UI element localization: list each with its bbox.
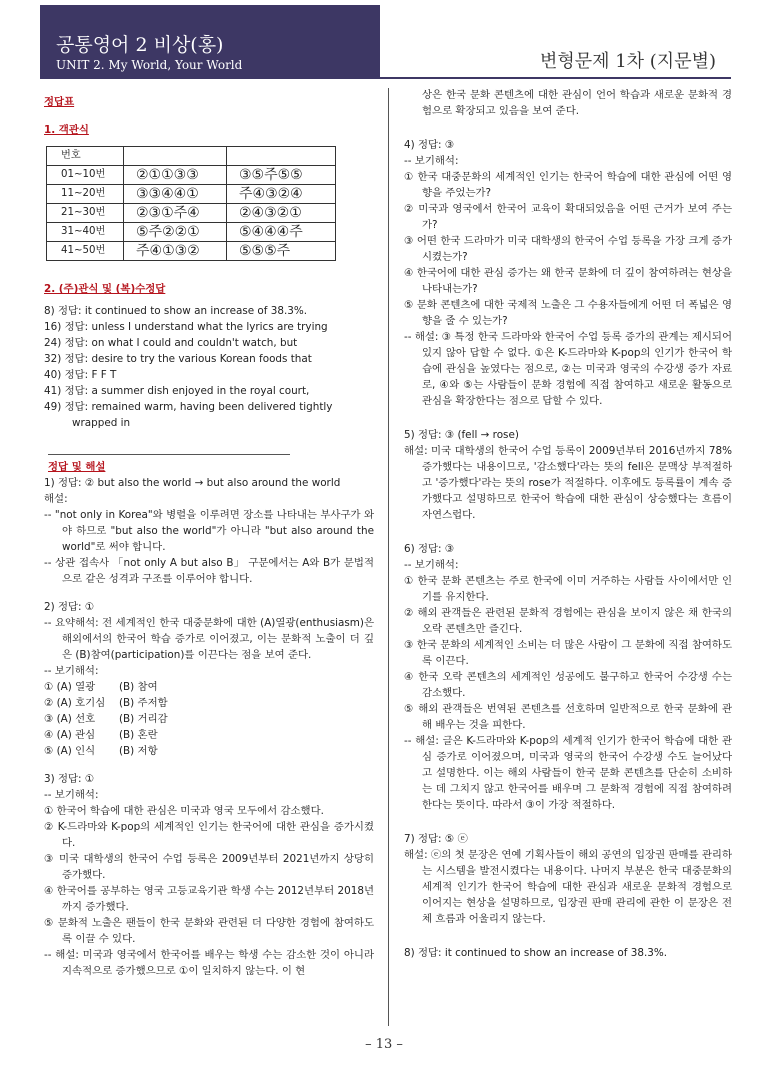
answer-cell: ⑤주②②① (124, 223, 227, 242)
subjective-answer: 49) 정답: remained warm, having been delivered tightly wrapped in (44, 401, 333, 429)
option-line: ① 한국 대중문화의 세계적인 인기는 한국어 학습에 대한 관심에 어떤 영향을 주었는가? (404, 171, 732, 199)
option-row (44, 695, 374, 711)
header-rule (40, 77, 731, 79)
option-line: ⑤ 문화 콘텐츠에 대한 국제적 노출은 그 수용자들에게 어떤 더 폭넓은 영향을 줄 수 있는가? (404, 299, 732, 327)
options-label: -- 보기해석: (404, 155, 459, 167)
table-cell (227, 147, 336, 166)
options-label: -- 보기해석: (44, 789, 99, 801)
options-label: -- 보기해석: (44, 665, 99, 677)
unit-title: UNIT 2. My World, Your World (56, 58, 243, 72)
row-label: 01~10번 (47, 166, 124, 185)
explanations-heading: 정답 및 해설 (48, 461, 106, 473)
column-divider (388, 88, 389, 1026)
option-line: ⑤ 문화적 노출은 팬들이 한국 문화와 관련된 더 다양한 경험에 참여하도록 이끌 수 있다. (44, 917, 374, 945)
answer-line: 4) 정답: ③ (404, 139, 455, 151)
option-row (44, 727, 374, 743)
option-row (44, 679, 374, 695)
table-row (47, 204, 336, 223)
answer-cell: ③③④④① (124, 185, 227, 204)
answer-line: 5) 정답: ③ (fell → rose) (404, 429, 519, 441)
option-line: ③ 미국 대학생의 한국어 수업 등록은 2009년부터 2021년까지 상당히 증가했다. (44, 853, 374, 881)
left-column (44, 94, 374, 979)
header-banner (40, 5, 380, 77)
option-a: ③ (A) 선호 (44, 713, 96, 725)
option-line: ② 해외 관객들은 관련된 문화적 경험에는 관심을 보이지 않은 채 한국의 오락 콘텐츠만 즐긴다. (404, 607, 732, 635)
explain-line: -- 해설: 미국과 영국에서 한국어를 배우는 학생 수는 감소한 것이 아니라 지속적으로 증가했으므로 ①이 일치하지 않는다. 이 현 (44, 949, 374, 977)
option-line: ① 한국 문화 콘텐츠는 주로 한국에 이미 거주하는 사람들 사이에서만 인기를 유지한다. (404, 575, 732, 603)
answer-line: 7) 정답: ⑤ ⓔ (404, 833, 468, 845)
explain-line: -- "not only in Korea"와 병렬을 이루려면 장소를 나타내는 부사구가 와야 하므로 "but also the world"가 아니라 "but also around the world"로 써야 합니다. (44, 509, 374, 553)
row-label: 41~50번 (47, 242, 124, 261)
book-title: 공통영어 2 비상(홍) (56, 34, 224, 56)
answer-cell: ⑤⑤⑤주 (227, 242, 336, 261)
option-line: ② 미국과 영국에서 한국어 교육이 확대되었음을 어떤 근거가 보여 주는가? (404, 203, 732, 231)
explain-line: -- 상관 접속사 「not only A but also B」 구문에서는 A와 B가 문법적으로 같은 성격과 구조를 이루어야 합니다. (44, 557, 374, 585)
option-b: (B) 참여 (119, 681, 158, 693)
explain-line: -- 해설: 글은 K-드라마와 K-pop의 세계적 인기가 한국어 학습에 대한 관심 증가로 이어졌으며, 미국과 영국의 한국어 수강생 수도 늘어났다고 설명한다. 이는 해외 사람들이 한국 문화 콘텐츠를 단순히 소비하는 데 그치지 않고 한국어를 배우며 그 문화적 경험에 직접 참여하려 한다는 뜻이다. 따라서 ③이 가장 적절하다. (404, 735, 732, 811)
row-label: 31~40번 (47, 223, 124, 242)
answer-cell: ⑤④④④주 (227, 223, 336, 242)
option-b: (B) 저항 (119, 745, 158, 757)
table-cell (124, 147, 227, 166)
option-line: ① 한국어 학습에 대한 관심은 미국과 영국 모두에서 감소했다. (44, 805, 324, 817)
explain-label: 해설: (44, 493, 68, 505)
option-line: ③ 한국 문화의 세계적인 소비는 더 많은 사람이 그 문화에 직접 참여하도록 이끈다. (404, 639, 732, 667)
table-row (47, 242, 336, 261)
subjective-answer: 32) 정답: desire to try the various Korean foods that (44, 353, 312, 365)
option-line: ② K-드라마와 K-pop의 세계적인 인기는 한국어에 대한 관심을 증가시켰다. (44, 821, 374, 849)
table-row (47, 166, 336, 185)
options-label: -- 보기해석: (404, 559, 459, 571)
continued-text: 상은 한국 문화 콘텐츠에 대한 관심이 언어 학습과 새로운 문화적 경험으로 확장되고 있음을 보여 준다. (422, 89, 732, 117)
option-a: ④ (A) 관심 (44, 729, 96, 741)
worksheet-title: 변형문제 1차 (지문별) (539, 51, 716, 72)
answer-cell: ②④③②① (227, 204, 336, 223)
option-b: (B) 거리감 (119, 713, 168, 725)
answer-cell: 주④③②④ (227, 185, 336, 204)
option-a: ② (A) 호기심 (44, 697, 106, 709)
subjective-heading: 2. (주)관식 및 (복)수정답 (44, 283, 166, 295)
option-line: ⑤ 해외 관객들은 번역된 콘텐츠를 선호하며 일반적으로 한국 문화에 관해 배우는 것을 피한다. (404, 703, 732, 731)
section-rule (48, 454, 290, 455)
answer-line: 3) 정답: ① (44, 773, 95, 785)
subjective-answer: 16) 정답: unless I understand what the lyrics are trying (44, 321, 328, 333)
answer-cell: ②③①주④ (124, 204, 227, 223)
table-row (47, 147, 336, 166)
subjective-answer: 24) 정답: on what I could and couldn't watch, but (44, 337, 298, 349)
answer-line: 1) 정답: ② but also the world → but also around the world (44, 477, 341, 489)
option-b: (B) 주저함 (119, 697, 168, 709)
option-line: ④ 한국어에 대한 관심 증가는 왜 한국 문화에 더 깊이 참여하려는 현상을 나타내는가? (404, 267, 732, 295)
right-column (404, 87, 732, 961)
table-row (47, 185, 336, 204)
row-label: 11~20번 (47, 185, 124, 204)
option-a: ⑤ (A) 인식 (44, 745, 96, 757)
option-row (44, 743, 374, 759)
subjective-answer: 41) 정답: a summer dish enjoyed in the royal court, (44, 385, 310, 397)
answer-key-heading: 정답표 (44, 96, 75, 108)
objective-heading: 1. 객관식 (44, 124, 89, 136)
explain-line: 해설: ⓔ의 첫 문장은 연예 기획사들이 해외 공연의 입장권 판매를 관리하는 시스템을 발전시켰다는 내용이다. 나머지 부분은 한국 대중문화의 세계적 인기가 한국어 학습에 대한 관심과 새로운 문화적 경험으로 이어지는 현상을 설명하므로, 입장권 판매 관리에 관한 이 문장은 전체 흐름과 어울리지 않는다. (404, 849, 732, 925)
option-row (44, 711, 374, 727)
subjective-answer: 40) 정답: F F T (44, 369, 117, 381)
option-line: ④ 한국어를 공부하는 영국 고등교육기관 학생 수는 2012년부터 2018년까지 증가했다. (44, 885, 374, 913)
option-line: ③ 어떤 한국 드라마가 미국 대학생의 한국어 수업 등록을 가장 크게 증가시켰는가? (404, 235, 732, 263)
table-header-cell: 번호 (47, 147, 124, 166)
explain-line: -- 해설: ③ 특정 한국 드라마와 한국어 수업 등록 증가의 관계는 제시되어 있지 않아 답할 수 없다. ①은 K-드라마와 K-pop의 인기가 한국어 학습에 관심을 높였다는 점으로, ②는 미국과 영국의 수강생 증가 자료로, ④와 ⑤는 사람들이 문화 경험에 직접 참여하고 새로운 활동으로 관심을 확장한다는 점으로 답할 수 있다. (404, 331, 732, 407)
row-label: 21~30번 (47, 204, 124, 223)
summary-line: -- 요약해석: 전 세계적인 한국 대중문화에 대한 (A)열광(enthusiasm)은 해외에서의 한국어 학습 증가로 이어졌고, 이는 문화적 노출이 더 깊은 (B)참여(participation)를 이끈다는 점을 보여 준다. (44, 617, 374, 661)
answer-cell: ②①①③③ (124, 166, 227, 185)
page-number: – 13 – (365, 1037, 403, 1052)
answer-line: 6) 정답: ③ (404, 543, 455, 555)
answer-cell: 주④①③② (124, 242, 227, 261)
option-line: ④ 한국 오락 콘텐츠의 세계적인 성공에도 불구하고 한국어 수강생 수는 감소했다. (404, 671, 732, 699)
answer-line: 8) 정답: it continued to show an increase of 38.3%. (404, 947, 668, 959)
option-b: (B) 혼란 (119, 729, 158, 741)
table-row (47, 223, 336, 242)
answer-table (46, 146, 336, 261)
subjective-answer: 8) 정답: it continued to show an increase of 38.3%. (44, 305, 308, 317)
explain-line: 해설: 미국 대학생의 한국어 수업 등록이 2009년부터 2016년까지 78% 증가했다는 내용이므로, '감소했다'라는 뜻의 fell은 문맥상 부적절하고 '증가했다'라는 뜻의 rose가 적절하다. 이후에도 등록률이 계속 증가했다고 설명하므로 한국어 학습에 대한 관심이 상승했다는 흐름이 자연스럽다. (404, 445, 732, 521)
answer-cell: ③⑤주⑤⑤ (227, 166, 336, 185)
answer-line: 2) 정답: ① (44, 601, 95, 613)
option-a: ① (A) 열광 (44, 681, 96, 693)
